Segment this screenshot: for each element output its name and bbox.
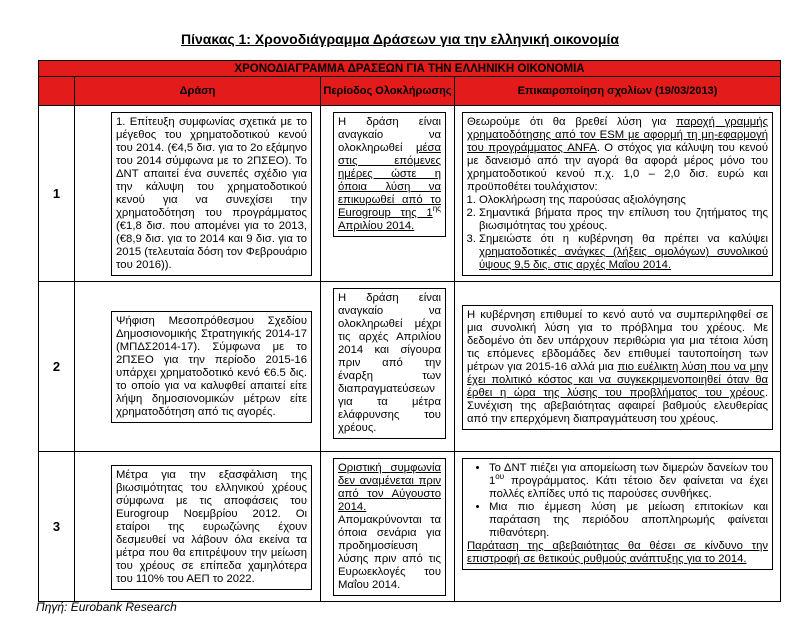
table-row xyxy=(39,106,781,282)
list-item: • Το ΔΝΤ πιέζει για απομείωση των διμερών δανείων του $1^{o\upsilon}$ προγράμματος. Κάτι τέτοιο δεν φαίνεται να έχει πολλές ελπίδες υπό τις παρούσες συνθήκες. xyxy=(489,462,768,501)
action-cell xyxy=(75,452,321,602)
source-note: Πηγή: Eurobank Research xyxy=(36,600,177,614)
list-item: • Μια πιο έμμεση λύση με μείωση επιτοκίων και παράταση της περιόδου αποπληρωμής φαίνεται πιθανότερη. xyxy=(489,501,768,540)
list-item: 1. Ολοκλήρωση της παρούσας αξιολόγησης xyxy=(479,194,768,207)
table-row xyxy=(39,282,781,452)
period-text: Η δράση είναι αναγκαίο να ολοκληρωθεί μέχρι τις αρχές Απριλίου 2014 και σίγουρα πριν από την έναρξη των διαπραγματεύσεων για τα μέτρα ελάφρυνσης του χρέους. xyxy=(333,288,446,439)
header-comments: Επικαιροποίηση σχολίων (19/03/2013) xyxy=(455,77,781,106)
row-number: 3 xyxy=(39,452,75,602)
action-timeline-table xyxy=(38,60,781,602)
table-main-header: ΧΡΟΝΟΔΙΑΓΡΑΜΜΑ ΔΡΑΣΕΩΝ ΓΙΑ ΤΗΝ ΕΛΛΗΝΙΚΗ ΟΙΚΟΝΟΜΙΑ xyxy=(39,61,781,77)
header-period: Περίοδος Ολοκλήρωσης xyxy=(321,77,455,106)
header-action: Δράση xyxy=(75,77,321,106)
header-num xyxy=(39,77,75,106)
comments-cell: Θεωρούμε ότι θα βρεθεί λύση για παροχή γραμμής χρηματοδότησης από τον ESM με αφορμή τη μη-εφαρμογή του προγράμματος ANFA. Ο στόχος για κάλυψη του κενού με δανεισμό από την αγορά θα αφορά μέρος μόνο του χρηματοδοτικού κενού π.χ. 1,0 – 2,0 δισ. ευρώ και προϋποθέτει τουλάχιστον: 1. Ολοκλήρωση της παρούσας αξιολόγησης 2. Σημαντικά βήματα προς την επίλυση του ζητήματος της βιωσιμότητας του χρέους. 3. Σημειώστε ότι η κυβέρνηση θα πρέπει να καλύψει χρηματοδοτικές ανάγκες (λήξεις ομολόγων) συνολικού ύψους 9,5 δις. στις αρχές Μαΐου 2014. xyxy=(455,106,781,282)
period-cell: Η δράση είναι αναγκαίο να ολοκληρωθεί μέσα στις επόμενες ημέρες ώστε η όποια λύση να επικυρωθεί από το Eurogroup της $1^{\eta\varsigma}$ Απριλίου 2014. xyxy=(321,106,455,282)
comments-cell xyxy=(455,452,781,602)
comments-cell: Η κυβέρνηση επιθυμεί το κενό αυτό να συμπεριληφθεί σε μια συνολική λύση για το πρόβλημα του χρέους. Με δεδομένο ότι δεν υπάρχουν περιθώρια για μια τέτοια λύση τις επόμενες εβδομάδες δεν επιθυμεί ταυτοποίηση των μέτρων για 2015-16 αλλά μια πιο ευέλικτη λύση που να μην έχει πολιτικό κόστος και να συγκεκριμενοποιηθεί όταν θα έρθει η ώρα της λύσης του προβλήματος του χρέους. Συνέχιση της αβεβαιότητας αφαιρεί βαθμούς ελευθερίας από την επερχόμενη διαπραγμάτευση του χρέους. xyxy=(455,282,781,452)
table-row xyxy=(39,452,781,602)
action-text: Ψήφιση Μεσοπρόθεσμου Σχεδίου Δημοσιονομικής Στρατηγικής 2014-17 (ΜΠΔΣ2014-17). Σύμφωνα με το 2ΠΣΕΟ για την περίοδο 2015-16 υπάρχει χρηματοδοτικό κενό €6.5 δις. το οποίο για να καλυφθεί απαιτεί είτε λήψη δημοσιονομικών μέτρων είτε χρηματοδότηση από τις αγορές. xyxy=(111,311,312,423)
row-number: 2 xyxy=(39,282,75,452)
action-text: Επίτευξη συμφωνίας σχετικά με το μέγεθος του χρηματοδοτικού κενού του 2014. (€4,5 δισ. για το 2ο εξάμηνο του 2014 σύμφωνα με το 2ΠΣΕΟ). Το ΔΝΤ απαιτεί ένα συνεπές σχέδιο για την κάλυψη του χρηματοδοτικού κενού για να συνεχίσει την χρηματοδότηση του προγράμματος (€1,8 δισ. που απομένει για το 2013, (€8,9 δισ. για το 2014 και 9 δισ. για το 2015 (τελευταία δόση τον Φεβρουάριο του 2016)). xyxy=(116,116,307,271)
comments-list xyxy=(467,194,768,272)
comments-list xyxy=(467,462,768,540)
page-title: Πίνακας 1: Χρονοδιάγραμμα Δράσεων για την ελληνική οικονομία xyxy=(180,31,619,47)
period-text: Η δράση είναι αναγκαίο να ολοκληρωθεί xyxy=(338,116,441,154)
period-cell: Οριστική συμφωνία δεν αναμένεται πριν από τον Αύγουστο 2014. Απομακρύνονται τα όποια σενάρια για προδημοσίευση λύσης πριν από τις Ευρωεκλογές του Μαΐου 2014. xyxy=(321,452,455,602)
row-number: 1 xyxy=(39,106,75,282)
comments-tail: Παράταση της αβεβαιότητας θα θέσει σε κίνδυνο την επιστροφή σε θετικούς ρυθμούς ανάπτυξης για το 2014. xyxy=(467,540,769,565)
period-cell xyxy=(321,282,455,452)
action-cell: 1. Επίτευξη συμφωνίας σχετικά με το μέγεθος του χρηματοδοτικού κενού του 2014. (€4,5 δισ. για το 2ο εξάμηνο του 2014 σύμφωνα με το 2ΠΣΕΟ). Το ΔΝΤ απαιτεί ένα συνεπές σχέδιο για την κάλυψη του χρηματοδοτικού κενού για να συνεχίσει την χρηματοδότηση του προγράμματος (€1,8 δισ. που απομένει για το 2013, (€8,9 δισ. για το 2014 και 9 δισ. για το 2015 (τελευταία δόση τον Φεβρουάριο του 2016)). xyxy=(75,106,321,282)
list-item: 3. Σημειώστε ότι η κυβέρνηση θα πρέπει να καλύψει χρηματοδοτικές ανάγκες (λήξεις ομολόγων) συνολικού ύψους 9,5 δις. στις αρχές Μαΐου 2014. xyxy=(479,233,768,272)
action-text: Μέτρα για την εξασφάλιση της βιωσιμότητας του ελληνικού χρέους σύμφωνα με τις αποφάσεις του Eurogroup Νοεμβρίου 2012. Οι εταίροι της ευρωζώνης έχουν δεσμευθεί να λάβουν όλα εκείνα τα μέτρα που θα επιτρέψουν την μείωση του χρέους σε επίπεδα χαμηλότερα του 110% του ΑΕΠ το 2022. xyxy=(111,465,312,590)
list-item: 2. Σημαντικά βήματα προς την επίλυση του ζητήματος της βιωσιμότητας του χρέους. xyxy=(479,207,768,233)
action-cell xyxy=(75,282,321,452)
